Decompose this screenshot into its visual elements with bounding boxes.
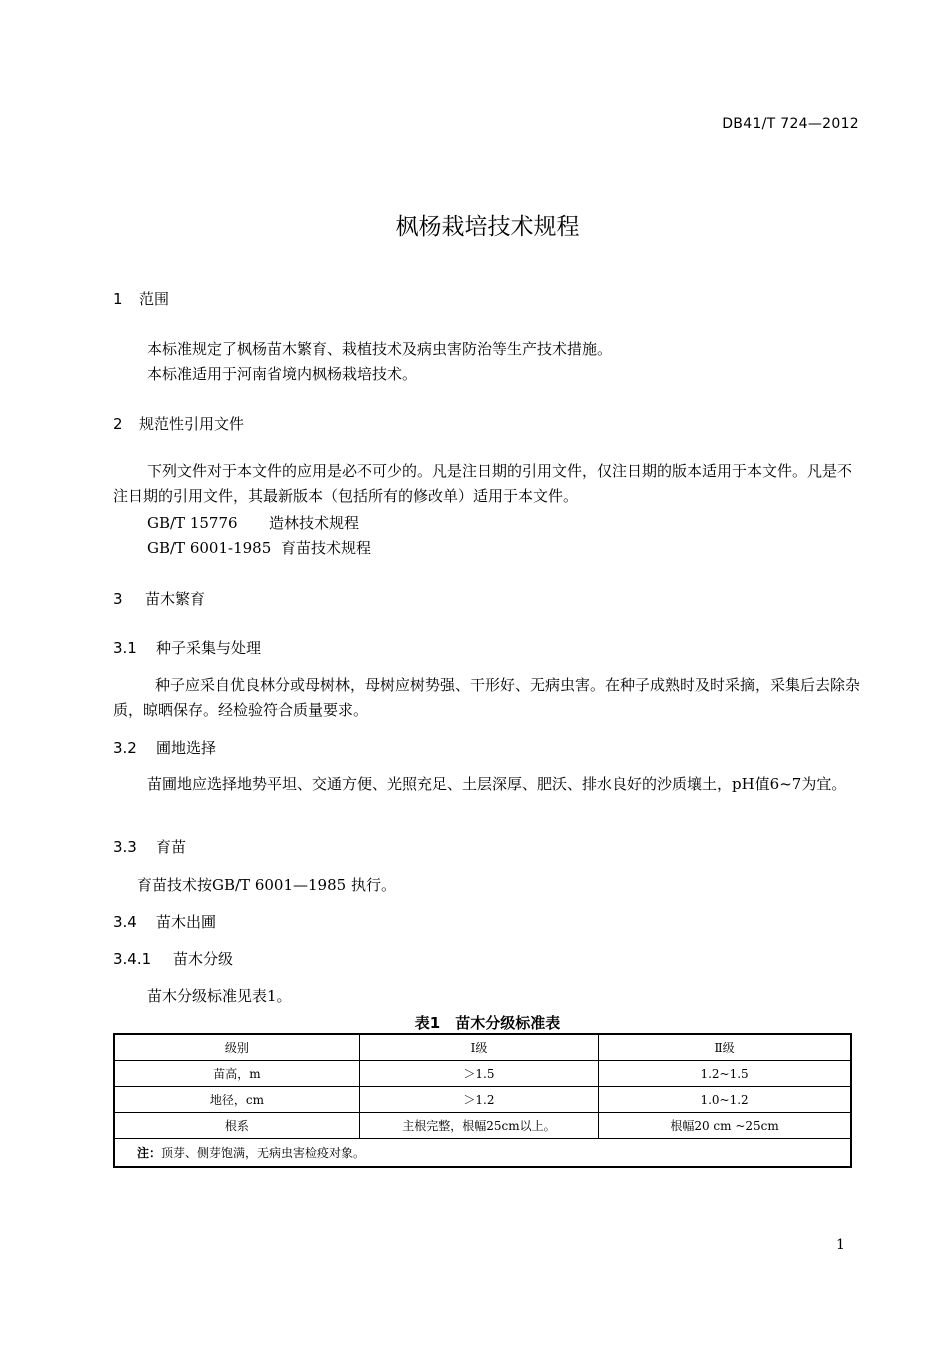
reference-2 — [147, 537, 371, 558]
table-header-row — [114, 1034, 851, 1061]
table-note-row — [114, 1139, 851, 1168]
section-2-heading — [113, 413, 244, 434]
section-3-heading — [113, 588, 205, 609]
section-2-paragraph: 下列文件对于本文件的应用是必不可少的。凡是注日期的引用文件，仅注日期的版本适用于本文件。凡是不注日期的引用文件，其最新版本（包括所有的修改单）适用于本文件。 — [113, 462, 853, 505]
section-number: 1 — [113, 290, 123, 308]
table-header-cell: Ⅱ级 — [599, 1034, 851, 1061]
table-cell: 苗高，m — [114, 1061, 359, 1087]
section-3-4-1-heading — [113, 948, 233, 969]
section-3-3-heading — [113, 836, 186, 857]
table-cell: 1.2~1.5 — [599, 1061, 851, 1087]
section-title: 圃地选择 — [156, 739, 217, 757]
section-number: 3.4 — [113, 913, 137, 931]
section-3-1-heading — [113, 637, 261, 658]
section-number: 3.1 — [113, 639, 137, 657]
table-caption: 表1 苗木分级标准表 — [414, 1014, 561, 1032]
table-note — [114, 1139, 851, 1168]
section-title: 规范性引用文件 — [139, 415, 245, 433]
grading-table — [113, 1033, 852, 1168]
reference-1 — [147, 512, 359, 533]
section-3-2-paragraph: 苗圃地应选择地势平坦、交通方便、光照充足、土层深厚、肥沃、排水良好的沙质壤土，pH值6~7为宜。 — [147, 775, 847, 793]
section-title: 种子采集与处理 — [156, 639, 262, 657]
section-title: 苗木分级 — [173, 950, 234, 968]
section-3-4-1-paragraph: 苗木分级标准见表1。 — [147, 987, 292, 1005]
section-3-1-paragraph: 种子应采自优良林分或母树林，母树应树势强、干形好、无病虫害。在种子成熟时及时采摘，采集后去除杂质，晾晒保存。经检验符合质量要求。 — [113, 676, 861, 719]
reference-name: 造林技术规程 — [269, 514, 360, 532]
table-cell: 根系 — [114, 1113, 359, 1139]
document-title: 枫杨栽培技术规程 — [395, 214, 580, 240]
section-1-paragraph-1: 本标准规定了枫杨苗木繁育、栽植技术及病虫害防治等生产技术措施。 — [147, 340, 613, 358]
section-1-paragraph-2: 本标准适用于河南省境内枫杨栽培技术。 — [147, 365, 418, 383]
standard-code: DB41/T 724—2012 — [722, 116, 859, 132]
section-title: 育苗 — [156, 838, 187, 856]
table-cell: 1.0~1.2 — [599, 1087, 851, 1113]
table-cell: ＞1.2 — [359, 1087, 598, 1113]
table-cell: 主根完整，根幅25cm以上。 — [359, 1113, 598, 1139]
reference-code: GB/T 15776 — [147, 514, 238, 532]
table-row — [114, 1087, 851, 1113]
table-header-cell: Ⅰ级 — [359, 1034, 598, 1061]
section-number: 3 — [113, 590, 123, 608]
section-1-heading — [113, 288, 169, 309]
section-3-4-heading — [113, 911, 216, 932]
section-title: 苗木出圃 — [156, 913, 217, 931]
section-number: 3.4.1 — [113, 950, 152, 968]
reference-name: 育苗技术规程 — [281, 539, 372, 557]
table-note-text: 顶芽、侧芽饱满，无病虫害检疫对象。 — [161, 1146, 366, 1160]
section-title: 苗木繁育 — [145, 590, 206, 608]
page-number: 1 — [836, 1237, 845, 1253]
table-row — [114, 1061, 851, 1087]
section-number: 3.2 — [113, 739, 137, 757]
section-number: 3.3 — [113, 838, 137, 856]
table-cell: 根幅20 cm ~25cm — [599, 1113, 851, 1139]
section-3-3-paragraph: 育苗技术按GB/T 6001—1985 执行。 — [137, 876, 396, 894]
table-note-label: 注： — [137, 1146, 162, 1160]
section-title: 范围 — [139, 290, 170, 308]
table-row — [114, 1113, 851, 1139]
table-header-cell: 级别 — [114, 1034, 359, 1061]
table-cell: ＞1.5 — [359, 1061, 598, 1087]
table-cell: 地径，cm — [114, 1087, 359, 1113]
reference-code: GB/T 6001-1985 — [147, 539, 272, 557]
section-3-2-heading — [113, 737, 216, 758]
section-number: 2 — [113, 415, 123, 433]
